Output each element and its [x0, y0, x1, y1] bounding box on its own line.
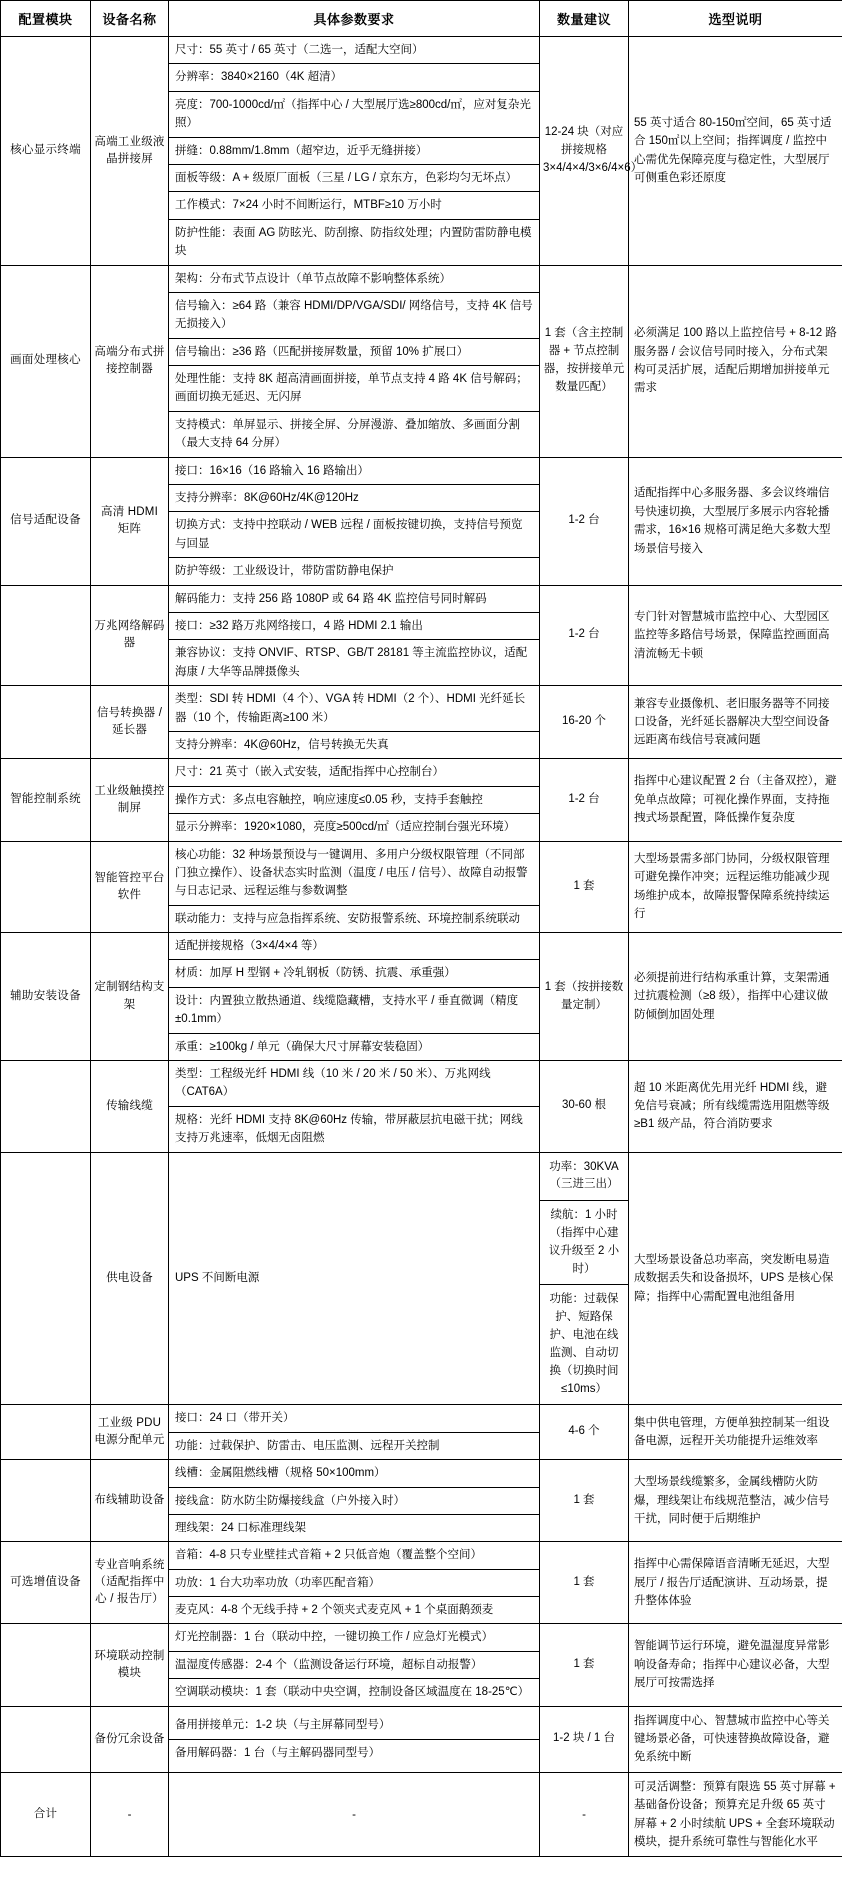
parameter-text: 解码能力：支持 256 路 1080P 或 64 路 4K 监控信号同时解码 [169, 586, 539, 613]
parameter-row [169, 612, 539, 639]
parameter-row [169, 1106, 539, 1151]
parameter-row [169, 1651, 539, 1678]
parameter-row [169, 1712, 539, 1739]
parameter-text: 麦克风：4-8 个无线手持 + 2 个领夹式麦克风 + 1 个桌面鹅颈麦 [175, 1604, 494, 1617]
cell-device-name: 布线辅助设备 [91, 1460, 169, 1542]
cell-parameters [169, 1152, 540, 1405]
cell-selection-note: 超 10 米距离优先用光纤 HDMI 线，避免信号衰减；所有线缆需选用阻燃等级≥B1 级产品，符合消防要求 [629, 1061, 842, 1153]
parameter-row [169, 1679, 539, 1706]
parameter-row [169, 512, 539, 558]
quantity-text: 续航：1 小时（指挥中心建议升级至 2 小时） [540, 1201, 628, 1285]
cell-quantity: 1-2 台 [540, 585, 629, 686]
parameter-row [169, 91, 539, 137]
cell-device-name: 专业音响系统（适配指挥中心 / 报告厅） [91, 1542, 169, 1624]
parameter-text: 功放：1 台大功率功放（功率匹配音箱） [169, 1569, 539, 1596]
parameter-text: 防护性能：表面 AG 防眩光、防刮擦、防指纹处理；内置防雷防静电模块 [175, 226, 532, 258]
table-row [1, 1405, 842, 1460]
parameter-row [169, 1460, 539, 1487]
parameter-row [169, 640, 539, 685]
parameter-text: 处理性能：支持 8K 超高清画面拼接，单节点支持 4 路 4K 信号解码；画面切换无延迟、无闪屏 [169, 366, 539, 412]
parameter-text: 拼缝：0.88mm/1.8mm（超窄边，近乎无缝拼接） [169, 137, 539, 164]
cell-module: 信号适配设备 [1, 457, 91, 585]
quantity-text: 功率：30KVA（三进三出） [540, 1153, 628, 1201]
parameter-list [169, 1405, 539, 1459]
parameter-list [169, 1712, 539, 1766]
parameter-row [169, 686, 539, 731]
parameter-row [169, 1487, 539, 1514]
cell-device-name: 工业级触摸控制屏 [91, 759, 169, 841]
parameter-row [169, 192, 539, 219]
column-header-params: 具体参数要求 [169, 1, 540, 37]
quantity-sublist [540, 1153, 628, 1405]
parameter-text: 规格：光纤 HDMI 支持 8K@60Hz 传输，带屏蔽层抗电磁干扰；网线支持万兆速率，低烟无卤阻燃 [175, 1113, 523, 1145]
parameter-row [169, 458, 539, 485]
cell-quantity: 1 套（含主控制器 + 节点控制器，按拼接单元数量匹配） [540, 265, 629, 457]
parameter-list [169, 458, 539, 585]
cell-module: 画面处理核心 [1, 265, 91, 457]
cell-device-name: 定制钢结构支架 [91, 933, 169, 1061]
table-row [1, 1152, 842, 1405]
cell-selection-note: 指挥调度中心、智慧城市监控中心等关键场景必备，可快速替换故障设备，避免系统中断 [629, 1706, 842, 1772]
parameter-row [169, 1033, 539, 1060]
parameter-list [169, 933, 539, 1060]
parameter-row [169, 64, 539, 91]
table-row [1, 759, 842, 841]
cell-module: 辅助安装设备 [1, 933, 91, 1061]
parameter-text: 信号输入：≥64 路（兼容 HDMI/DP/VGA/SDI/ 网络信号，支持 4K 信号无损接入） [169, 292, 539, 338]
cell-module [1, 1405, 91, 1460]
parameter-text: 尺寸：21 英寸（嵌入式安装，适配指挥中心控制台） [169, 759, 539, 786]
parameter-row [169, 1739, 539, 1766]
total-row [1, 1772, 842, 1857]
parameter-text: 工作模式：7×24 小时不间断运行，MTBF≥10 万小时 [169, 192, 539, 219]
parameter-row [169, 558, 539, 585]
cell-device-name: 高端分布式拼接控制器 [91, 265, 169, 457]
parameter-row [169, 411, 539, 456]
cell-device-name: 工业级 PDU 电源分配单元 [91, 1405, 169, 1460]
cell-module: 可选增值设备 [1, 1542, 91, 1624]
parameter-list [169, 586, 539, 686]
parameter-row [169, 1265, 539, 1291]
parameter-row [169, 731, 539, 758]
cell-parameters [169, 1460, 540, 1542]
parameter-list [169, 759, 539, 840]
parameter-text: 联动能力：支持与应急指挥系统、安防报警系统、环境控制系统联动 [175, 912, 520, 925]
cell-quantity: 1 套（按拼接数量定制） [540, 933, 629, 1061]
cell-parameters [169, 759, 540, 841]
cell-module [1, 1152, 91, 1405]
parameter-text: 备用拼接单元：1-2 块（与主屏幕同型号） [169, 1712, 539, 1739]
cell-parameters [169, 841, 540, 933]
cell-device-name: 供电设备 [91, 1152, 169, 1405]
table-row [1, 457, 842, 585]
table-header [1, 1, 842, 37]
parameter-text: 线槽：金属阻燃线槽（规格 50×100mm） [169, 1460, 539, 1487]
cell-selection-note: 兼容专业摄像机、老旧服务器等不同接口设备，光纤延长器解决大型空间设备远距离布线信号衰减问题 [629, 686, 842, 759]
quantity-sub-row [540, 1153, 628, 1201]
parameter-row [169, 905, 539, 932]
parameter-row [169, 814, 539, 841]
cell-parameters [169, 1624, 540, 1706]
parameter-row [169, 1542, 539, 1569]
cell-selection-note: 必须提前进行结构承重计算，支架需通过抗震检测（≥8 级），指挥中心建议做防倾倒加固处理 [629, 933, 842, 1061]
cell-device-name: 信号转换器 / 延长器 [91, 686, 169, 759]
cell-module [1, 585, 91, 686]
parameter-text: 功能：过载保护、防雷击、电压监测、远程开关控制 [175, 1439, 440, 1452]
parameter-text: 材质：加厚 H 型钢 + 冷轧钢板（防锈、抗震、承重强） [169, 960, 539, 987]
parameter-text: 显示分辨率：1920×1080，亮度≥500cd/㎡（适应控制台强光环境） [175, 821, 516, 834]
parameter-text: 理线架：24 口标准理线架 [175, 1521, 306, 1534]
parameter-text: 面板等级：A + 级原厂面板（三星 / LG / 京东方，色彩均匀无坏点） [169, 164, 539, 191]
parameter-text: 适配拼接规格（3×4/4×4 等） [169, 933, 539, 960]
cell-parameters [169, 933, 540, 1061]
parameter-list [169, 1061, 539, 1152]
quantity-sub-row [540, 1285, 628, 1404]
parameter-text: 空调联动模块：1 套（联动中央空调，控制设备区域温度在 18-25℃） [175, 1686, 530, 1699]
parameter-list [169, 1624, 539, 1705]
cell-parameters [169, 1706, 540, 1772]
parameter-row [169, 366, 539, 412]
table-row [1, 1542, 842, 1624]
quantity-sub-row [540, 1201, 628, 1285]
cell-selection-note: 大型场景线缆繁多，金属线槽防火防爆，理线架让布线规范整洁，减少信号干扰，同时便于后期维护 [629, 1460, 842, 1542]
parameter-text: 切换方式：支持中控联动 / WEB 远程 / 面板按键切换，支持信号预览与回显 [169, 512, 539, 558]
table-row [1, 1061, 842, 1153]
parameter-row [169, 987, 539, 1033]
cell-quantity: 1 套 [540, 1542, 629, 1624]
cell-parameters [169, 1542, 540, 1624]
cell-selection-note: 指挥中心建议配置 2 台（主备双控），避免单点故障；可视化操作界面，支持拖拽式场景配置，降低操作复杂度 [629, 759, 842, 841]
cell-device-name: 环境联动控制模块 [91, 1624, 169, 1706]
cell-parameters [169, 37, 540, 266]
parameter-text: 类型：工程级光纤 HDMI 线（10 米 / 20 米 / 50 米）、万兆网线（CAT6A） [169, 1061, 539, 1106]
table-row [1, 37, 842, 266]
cell-module [1, 1624, 91, 1706]
parameter-list [169, 37, 539, 265]
cell-quantity: 1 套 [540, 1460, 629, 1542]
parameter-text: 支持模式：单屏显示、拼接全屏、分屏漫游、叠加缩放、多画面分割（最大支持 64 分屏） [175, 418, 520, 450]
table-row [1, 585, 842, 686]
cell-module [1, 1706, 91, 1772]
cell-quantity: 1 套 [540, 841, 629, 933]
parameter-list [169, 266, 539, 457]
parameter-list [169, 1265, 539, 1291]
parameter-row [169, 1569, 539, 1596]
table-row [1, 933, 842, 1061]
parameter-list [169, 1542, 539, 1623]
parameter-row [169, 137, 539, 164]
table-body [1, 37, 842, 1857]
table-row [1, 265, 842, 457]
parameter-text: 防护等级：工业级设计，带防雷防静电保护 [175, 565, 394, 578]
table-row [1, 1460, 842, 1542]
parameter-text: 尺寸：55 英寸 / 65 英寸（二选一，适配大空间） [169, 37, 539, 64]
parameter-text: 接线盒：防水防尘防爆接线盒（户外接入时） [169, 1487, 539, 1514]
cell-selection-note: 必须满足 100 路以上监控信号 + 8-12 路服务器 / 会议信号同时接入，分布式架构可灵活扩展，适配后期增加拼接单元需求 [629, 265, 842, 457]
table-row [1, 686, 842, 759]
cell-quantity: 4-6 个 [540, 1405, 629, 1460]
cell-quantity: 30-60 根 [540, 1061, 629, 1153]
cell-device-name: 万兆网络解码器 [91, 585, 169, 686]
parameter-list [169, 842, 539, 933]
quantity-text: 功能：过载保护、短路保护、电池在线监测、自动切换（切换时间≤10ms） [549, 1293, 619, 1395]
parameter-text: 支持分辨率：4K@60Hz，信号转换无失真 [175, 738, 389, 751]
parameter-text: 支持分辨率：8K@60Hz/4K@120Hz [169, 485, 539, 512]
cell-quantity: 1-2 块 / 1 台 [540, 1706, 629, 1772]
total-param: - [169, 1772, 540, 1857]
parameter-row [169, 586, 539, 613]
parameter-row [169, 37, 539, 64]
parameter-list [169, 686, 539, 758]
parameter-row [169, 164, 539, 191]
cell-device-name: 智能管控平台软件 [91, 841, 169, 933]
parameter-text: 接口：≥32 路万兆网络接口，4 路 HDMI 2.1 输出 [169, 612, 539, 639]
cell-device-name: 备份冗余设备 [91, 1706, 169, 1772]
table-row [1, 1624, 842, 1706]
cell-module [1, 841, 91, 933]
parameter-text: UPS 不间断电源 [175, 1272, 260, 1285]
cell-module [1, 1061, 91, 1153]
parameter-text: 操作方式：多点电容触控，响应速度≤0.05 秒，支持手套触控 [169, 786, 539, 813]
parameter-text: 信号输出：≥36 路（匹配拼接屏数量，预留 10% 扩展口） [169, 338, 539, 365]
parameter-text: 接口：24 口（带开关） [169, 1405, 539, 1432]
parameter-text: 设计：内置独立散热通道、线缆隐藏槽，支持水平 / 垂直微调（精度 ±0.1mm） [169, 987, 539, 1033]
cell-parameters [169, 457, 540, 585]
parameter-text: 温湿度传感器：2-4 个（监测设备运行环境，超标自动报警） [169, 1651, 539, 1678]
cell-selection-note: 大型场景需多部门协同，分级权限管理可避免操作冲突；远程运维功能减少现场维护成本，故障报警保障系统持续运行 [629, 841, 842, 933]
column-header-notes: 选型说明 [629, 1, 842, 37]
parameter-row [169, 1405, 539, 1432]
parameter-row [169, 933, 539, 960]
parameter-text: 音箱：4-8 只专业壁挂式音箱 + 2 只低音炮（覆盖整个空间） [169, 1542, 539, 1569]
total-note: 可灵活调整：预算有限选 55 英寸屏幕 + 基础备份设备；预算充足升级 65 英寸屏幕 + 2 小时续航 UPS + 全套环境联动模块，提升系统可靠性与智能化水平 [629, 1772, 842, 1857]
parameter-row [169, 1597, 539, 1624]
cell-quantity: 1 套 [540, 1624, 629, 1706]
cell-module [1, 1460, 91, 1542]
column-header-module: 配置模块 [1, 1, 91, 37]
parameter-row [169, 292, 539, 338]
cell-parameters [169, 686, 540, 759]
parameter-row [169, 960, 539, 987]
cell-parameters [169, 1405, 540, 1460]
cell-device-name: 传输线缆 [91, 1061, 169, 1153]
cell-selection-note: 指挥中心需保障语音清晰无延迟，大型展厅 / 报告厅适配演讲、互动场景，提升整体体验 [629, 1542, 842, 1624]
cell-selection-note: 智能调节运行环境，避免温湿度异常影响设备寿命；指挥中心建议必备，大型展厅可按需选择 [629, 1624, 842, 1706]
cell-parameters [169, 585, 540, 686]
parameter-text: 兼容协议：支持 ONVIF、RTSP、GB/T 28181 等主流监控协议，适配海康 / 大华等品牌摄像头 [175, 647, 528, 678]
parameter-text: 备用解码器：1 台（与主解码器同型号） [175, 1746, 381, 1759]
parameter-row [169, 1432, 539, 1459]
cell-device-name: 高清 HDMI 矩阵 [91, 457, 169, 585]
cell-module: 核心显示终端 [1, 37, 91, 266]
cell-selection-note: 大型场景设备总功率高，突发断电易造成数据丢失和设备损坏，UPS 是核心保障；指挥中心需配置电池组备用 [629, 1152, 842, 1405]
cell-parameters [169, 1061, 540, 1153]
parameter-list [169, 1460, 539, 1541]
parameter-row [169, 485, 539, 512]
parameter-text: 架构：分布式节点设计（单节点故障不影响整体系统） [169, 266, 539, 293]
column-header-quantity: 数量建议 [540, 1, 629, 37]
cell-selection-note: 适配指挥中心多服务器、多会议终端信号快速切换，大型展厅多展示内容轮播需求，16×16 规格可满足绝大多数大型场景信号接入 [629, 457, 842, 585]
parameter-row [169, 266, 539, 293]
cell-device-name: 高端工业级液晶拼接屏 [91, 37, 169, 266]
header-row [1, 1, 842, 37]
table-row [1, 841, 842, 933]
cell-quantity: 16-20 个 [540, 686, 629, 759]
column-header-device: 设备名称 [91, 1, 169, 37]
cell-module [1, 686, 91, 759]
cell-quantity: 1-2 台 [540, 457, 629, 585]
cell-module: 智能控制系统 [1, 759, 91, 841]
cell-quantity [540, 1152, 629, 1405]
parameter-row [169, 338, 539, 365]
parameter-text: 接口：16×16（16 路输入 16 路输出） [169, 458, 539, 485]
cell-selection-note: 专门针对智慧城市监控中心、大型园区监控等多路信号场景，保障监控画面高清流畅无卡顿 [629, 585, 842, 686]
parameter-row [169, 219, 539, 264]
parameter-text: 灯光控制器：1 台（联动中控，一键切换工作 / 应急灯光模式） [169, 1624, 539, 1651]
cell-parameters [169, 265, 540, 457]
parameter-text: 核心功能：32 种场景预设与一键调用、多用户分级权限管理（不同部门独立操作）、设备状态实时监测（温度 / 电压 / 信号）、故障自动报警与日志记录、远程运维与参数调整 [169, 842, 539, 906]
parameter-text: 亮度：700-1000cd/㎡（指挥中心 / 大型展厅选≥800cd/㎡，应对复杂光照） [169, 91, 539, 137]
total-module: 合计 [1, 1772, 91, 1857]
total-device: - [91, 1772, 169, 1857]
parameter-row [169, 1624, 539, 1651]
cell-selection-note: 55 英寸适合 80-150㎡空间，65 英寸适合 150㎡以上空间；指挥调度 / 监控中心需优先保障亮度与稳定性，大型展厅可侧重色彩还原度 [629, 37, 842, 266]
total-quantity: - [540, 1772, 629, 1857]
cell-selection-note: 集中供电管理，方便单独控制某一组设备电源，远程开关功能提升运维效率 [629, 1405, 842, 1460]
parameter-text: 类型：SDI 转 HDMI（4 个）、VGA 转 HDMI（2 个）、HDMI 光纤延长器（10 个，传输距离≥100 米） [169, 686, 539, 731]
parameter-text: 承重：≥100kg / 单元（确保大尺寸屏幕安装稳固） [175, 1040, 430, 1053]
parameter-row [169, 759, 539, 786]
parameter-row [169, 1514, 539, 1541]
parameter-text: 分辨率：3840×2160（4K 超清） [169, 64, 539, 91]
parameter-row [169, 1061, 539, 1106]
parameter-row [169, 786, 539, 813]
cell-quantity: 1-2 台 [540, 759, 629, 841]
table-row [1, 1706, 842, 1772]
parameter-row [169, 842, 539, 906]
cell-quantity: 12-24 块（对应拼接规格 3×4/4×4/3×6/4×6） [540, 37, 629, 266]
